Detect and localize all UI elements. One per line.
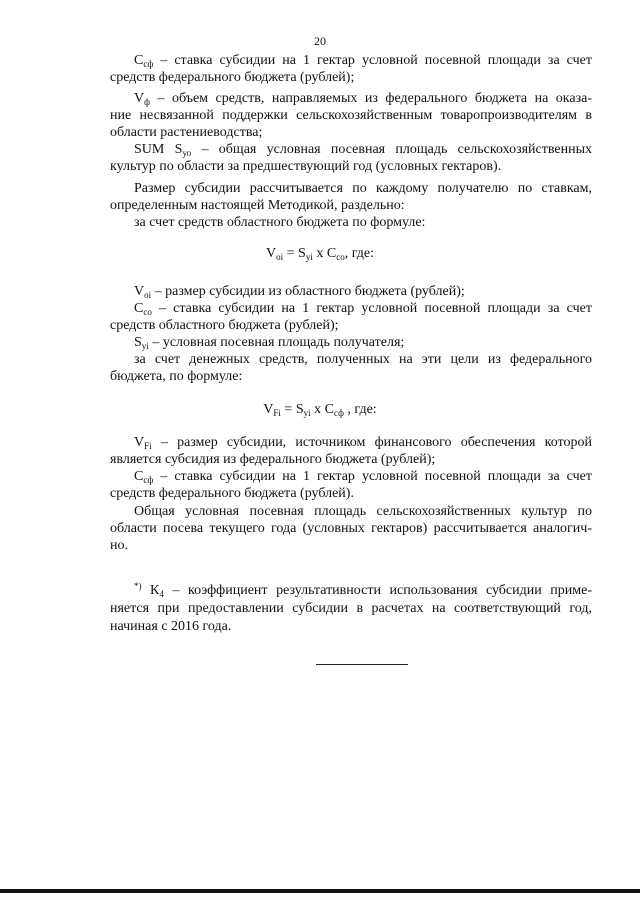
definition-text: – ставка субсидии на 1 гектар условной посевной площади за счет bbox=[153, 53, 592, 68]
definition-sum-syo bbox=[110, 141, 592, 158]
end-divider bbox=[316, 664, 408, 665]
symbol-s: S bbox=[298, 246, 306, 261]
page-number: 20 bbox=[314, 34, 326, 48]
subscript-co: со bbox=[336, 252, 345, 262]
definition-cco bbox=[110, 300, 592, 317]
symbol-c: С bbox=[324, 402, 334, 417]
symbol-c: С bbox=[134, 469, 144, 484]
symbol-c: С bbox=[326, 246, 337, 261]
subscript-co: со bbox=[143, 307, 152, 317]
definition-continuation: средств федерального бюджета (рублей). bbox=[110, 486, 354, 501]
definition-text: – общая условная посевная площадь сельскохозяйственных bbox=[191, 142, 592, 157]
scan-edge-bar bbox=[0, 889, 640, 893]
symbol-k: К bbox=[150, 583, 160, 598]
definition-text: – объем средств, направляемых из федерального бюджета на оказа- bbox=[149, 91, 592, 106]
multiply-sign: x bbox=[310, 402, 325, 417]
subscript-yo: уо bbox=[182, 148, 192, 158]
symbol-c: С bbox=[134, 301, 144, 316]
footnote-continuation: няется при предоставлении субсидии в расчетах на соответствующий год, bbox=[110, 601, 592, 616]
subscript-oi: oi bbox=[144, 290, 152, 300]
definition-continuation: является субсидия из федерального бюджета (рублей); bbox=[110, 452, 436, 467]
definition-continuation: средств областного бюджета (рублей); bbox=[110, 318, 339, 333]
formula-tail: , где: bbox=[343, 402, 377, 417]
definition-text: – условная посевная площадь получателя; bbox=[148, 335, 405, 350]
body-paragraph: за счет средств областного бюджета по формуле: bbox=[134, 215, 426, 230]
body-paragraph: за счет денежных средств, полученных на эти цели из федерального bbox=[134, 352, 592, 367]
definition-v-f bbox=[110, 90, 592, 107]
formula-vfi bbox=[0, 401, 640, 418]
subscript-4: 4 bbox=[159, 589, 164, 599]
equals-sign: = bbox=[280, 402, 296, 417]
subscript-yi: yi bbox=[303, 408, 311, 418]
definition-continuation: области растениеводства; bbox=[110, 125, 263, 140]
definition-continuation: ние несвязанной поддержки сельскохозяйственным товаропроизводителям в bbox=[110, 108, 592, 123]
symbol-s: S bbox=[134, 335, 142, 350]
footnote bbox=[110, 582, 592, 599]
definition-csf bbox=[110, 468, 592, 485]
body-paragraph-continuation: но. bbox=[110, 538, 128, 553]
subscript-yi: yi bbox=[305, 252, 313, 262]
definition-c-sf bbox=[110, 52, 592, 69]
definition-syi bbox=[110, 334, 592, 351]
subscript-yi: yi bbox=[141, 341, 149, 351]
symbol-v: V bbox=[134, 91, 145, 106]
equals-sign: = bbox=[283, 246, 299, 261]
formula-tail: , где: bbox=[344, 246, 374, 261]
symbol-c: С bbox=[134, 53, 144, 68]
definition-text: – размер субсидии из областного бюджета (рублей); bbox=[151, 284, 465, 299]
footnote-marker: *) bbox=[134, 581, 142, 591]
symbol-s: S bbox=[295, 402, 304, 417]
body-paragraph-continuation: области посева текущего года (условных гектаров) рассчитывается аналогич- bbox=[110, 521, 592, 536]
definition-continuation: культур по области за предшествующий год (условных гектаров). bbox=[110, 159, 502, 174]
subscript-fi: Fi bbox=[144, 441, 152, 451]
symbol-v: V bbox=[134, 435, 145, 450]
definition-text: – ставка субсидии на 1 гектар условной посевной площади за счет bbox=[153, 469, 592, 484]
multiply-sign: x bbox=[312, 246, 327, 261]
body-paragraph-continuation: определенным настоящей Методикой, раздельно: bbox=[110, 198, 405, 213]
footnote-continuation: начиная с 2016 года. bbox=[110, 619, 232, 634]
subscript-oi: oi bbox=[276, 252, 284, 262]
body-paragraph: Общая условная посевная площадь сельскохозяйственных культур по bbox=[134, 504, 592, 519]
symbol-sum-s: SUM S bbox=[134, 142, 183, 157]
definition-voi bbox=[110, 283, 592, 300]
subscript-sf: сф bbox=[333, 408, 344, 418]
definition-text: – размер субсидии, источником финансового обеспечения которой bbox=[151, 435, 592, 450]
subscript-sf: сф bbox=[143, 475, 154, 485]
formula-voi bbox=[0, 245, 640, 262]
subscript-fi: Fi bbox=[273, 408, 281, 418]
definition-continuation: средств федерального бюджета (рублей); bbox=[110, 70, 355, 85]
symbol-v: V bbox=[266, 246, 277, 261]
symbol-v: V bbox=[134, 284, 145, 299]
footnote-text: – коэффициент результативности использования субсидии приме- bbox=[163, 583, 592, 598]
body-paragraph: Размер субсидии рассчитывается по каждому получателю по ставкам, bbox=[134, 181, 592, 196]
subscript-f: ф bbox=[144, 97, 150, 107]
definition-vfi bbox=[110, 434, 592, 451]
body-paragraph-continuation: бюджета, по формуле: bbox=[110, 369, 243, 384]
symbol-v: V bbox=[263, 402, 274, 417]
subscript-sf: сф bbox=[143, 59, 154, 69]
definition-text: – ставка субсидии на 1 гектар условной посевной площади за счет bbox=[151, 301, 592, 316]
